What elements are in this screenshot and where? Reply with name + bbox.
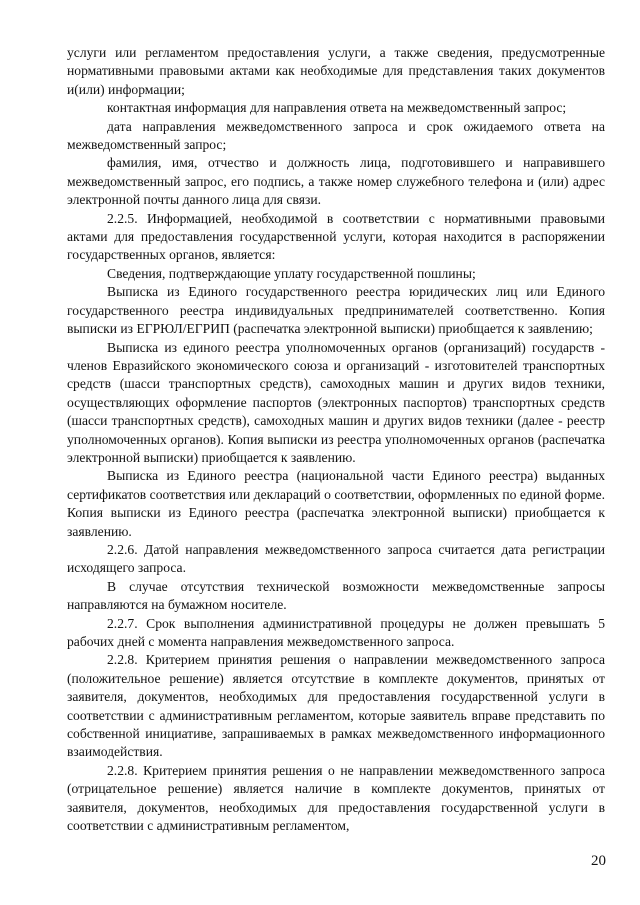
document-body (67, 44, 605, 835)
paragraph-5: 2.2.5. Информацией, необходимой в соответствии с нормативными правовыми актами для предоставления государственной услуги, которая находится в распоряжении государственных органов, является: (67, 210, 605, 263)
paragraph-3: дата направления межведомственного запроса и срок ожидаемого ответа на межведомственный запрос; (67, 118, 605, 153)
paragraph-11: В случае отсутствия технической возможности межведомственные запросы направляются на бумажном носителе. (67, 578, 605, 613)
paragraph-10: 2.2.6. Датой направления межведомственного запроса считается дата регистрации исходящего запроса. (67, 541, 605, 576)
paragraph-13: 2.2.8. Критерием принятия решения о направлении межведомственного запроса (положительное решение) является отсутствие в комплекте документов, принятых от заявителя, документов, необходимых для предоставления государственной услуги в соответствии с административным регламентом, которые заявитель вправе представить по собственной инициативе, запрашиваемых в рамках межведомственного информационного взаимодействия. (67, 652, 605, 760)
paragraph-6: Сведения, подтверждающие уплату государственной пошлины; (107, 265, 476, 281)
page-number: 20 (591, 853, 606, 869)
paragraph-2: контактная информация для направления ответа на межведомственный запрос; (107, 100, 567, 116)
paragraph-7: Выписка из Единого государственного реестра юридических лиц или Единого государственного реестра индивидуальных предпринимателей соответственно. Копия выписки из ЕГРЮЛ/ЕГРИП (распечатка электронной выписки) приобщается к заявлению; (67, 284, 605, 337)
paragraph-4: фамилия, имя, отчество и должность лица, подготовившего и направившего межведомственный запрос, его подпись, а также номер служебного телефона и (или) адрес электронной почты данного лица для связи. (67, 155, 605, 208)
paragraph-8: Выписка из единого реестра уполномоченных органов (организаций) государств - членов Евразийского экономического союза и организаций - изготовителей транспортных средств (шасси транспортных средств), самоходных машин и других видов техники, осуществляющих оформление паспортов (электронных паспортов) транспортных средств (шасси транспортных средств), самоходных машин и других видов техники (далее - реестр уполномоченных органов). Копия выписки из реестра уполномоченных органов (распечатка электронной выписки) приобщается к заявлению. (67, 339, 605, 465)
paragraph-1: услуги или регламентом предоставления услуги, а также сведения, предусмотренные нормативными правовыми актами как необходимые для представления таких документов и(или) информации; (67, 45, 605, 97)
paragraph-9: Выписка из Единого реестра (национальной части Единого реестра) выданных сертификатов соответствия или деклараций о соответствии, оформленных по единой форме. Копия выписки из Единого реестра (распечатка электронной выписки) приобщается к заявлению. (67, 468, 605, 539)
paragraph-14: 2.2.8. Критерием принятия решения о не направлении межведомственного запроса (отрицательное решение) является наличие в комплекте документов, принятых от заявителя, документов, необходимых для предоставления государственной услуги в соответствии с административным регламентом, (67, 762, 605, 834)
paragraph-12: 2.2.7. Срок выполнения административной процедуры не должен превышать 5 рабочих дней с момента направления межведомственного запроса. (67, 615, 605, 649)
